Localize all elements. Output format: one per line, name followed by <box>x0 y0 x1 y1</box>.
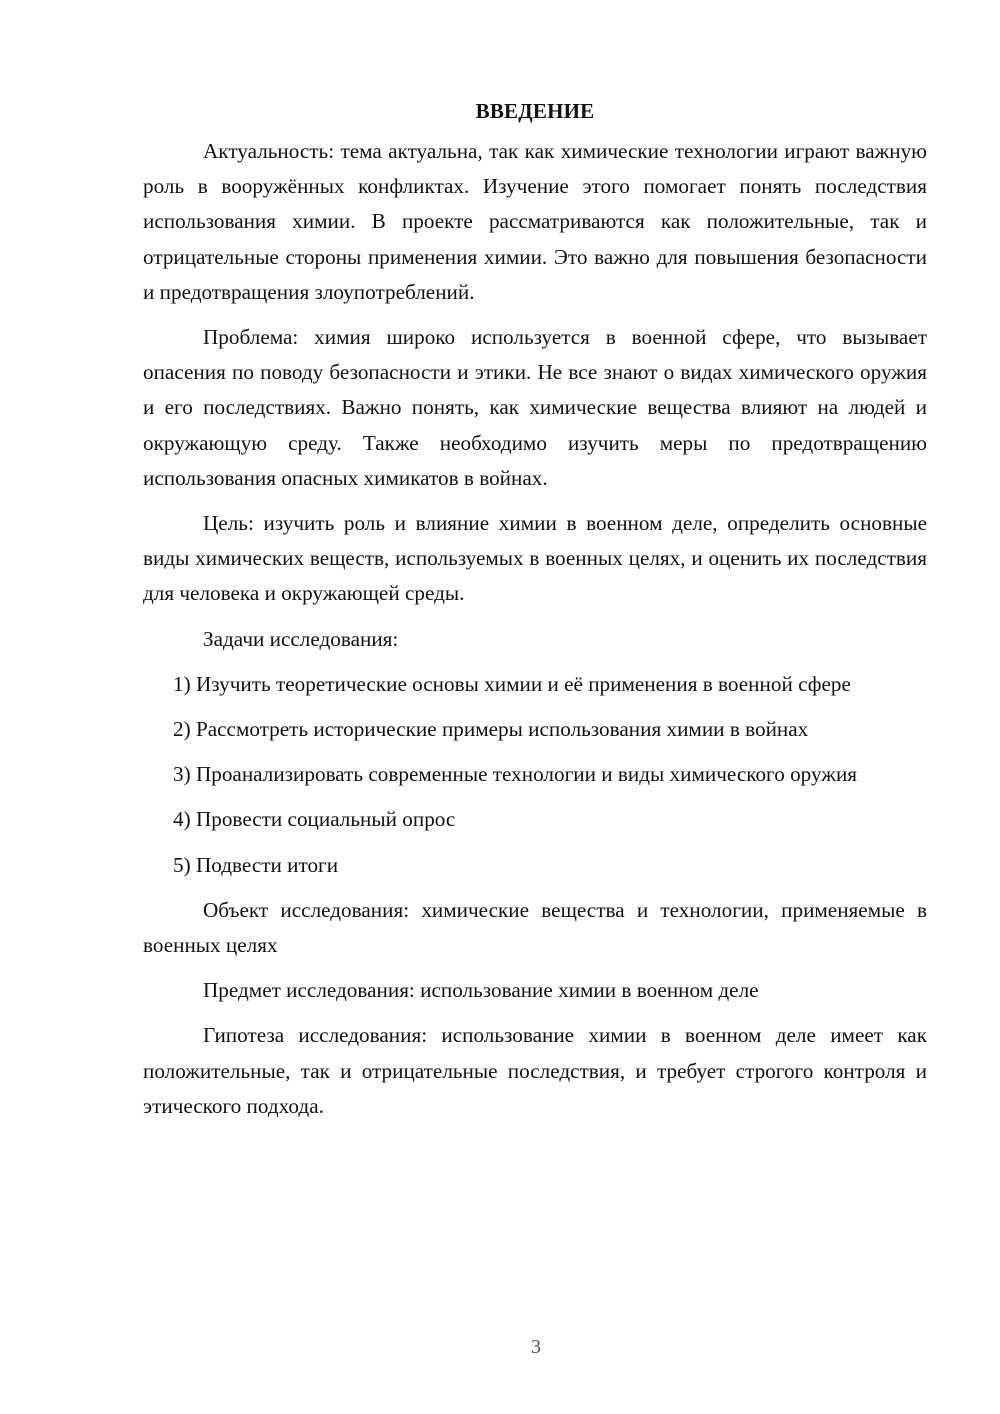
task-item-1: 1) Изучить теоретические основы химии и её применения в военной сфере <box>173 671 851 696</box>
task-item-5: 5) Подвести итоги <box>173 852 339 877</box>
paragraph-tasks-heading: Задачи исследования: <box>203 626 399 651</box>
paragraph-problem: Проблема: химия широко используется в военной сфере, что вызывает опасения по поводу безопасности и этики. Не все знают о видах химического оружия и его последствиях. Важно понять, как химические вещества влияют на людей и окружающую среду. Также необходимо изучить меры по предотвращению использования опасных химикатов в войнах. <box>143 325 927 490</box>
paragraph-relevance: Актуальность: тема актуальна, так как химические технологии играют важную роль в вооружённых конфликтах. Изучение этого помогает понять последствия использования химии. В проекте рассматриваются как положительные, так и отрицательные стороны применения химии. Это важно для повышения безопасности и предотвращения злоупотреблений. <box>143 139 927 304</box>
paragraph-goal: Цель: изучить роль и влияние химии в военном деле, определить основные виды химических веществ, используемых в военных целях, и оценить их последствия для человека и окружающей среды. <box>143 511 927 606</box>
paragraph-hypothesis: Гипотеза исследования: использование химии в военном деле имеет как положительные, так и отрицательные последствия, и требует строгого контроля и этического подхода. <box>143 1023 927 1118</box>
task-item-2: 2) Рассмотреть исторические примеры использования химии в войнах <box>173 717 809 742</box>
task-item-4: 4) Провести социальный опрос <box>173 807 456 832</box>
paragraph-subject: Предмет исследования: использование химии в военном деле <box>203 978 759 1003</box>
paragraph-object: Объект исследования: химические вещества и технологии, применяемые в военных целях <box>143 897 927 958</box>
page-number: 3 <box>531 1336 541 1358</box>
section-title: ВВЕДЕНИЕ <box>475 99 595 123</box>
task-item-3: 3) Проанализировать современные технологии и виды химического оружия <box>173 762 858 787</box>
